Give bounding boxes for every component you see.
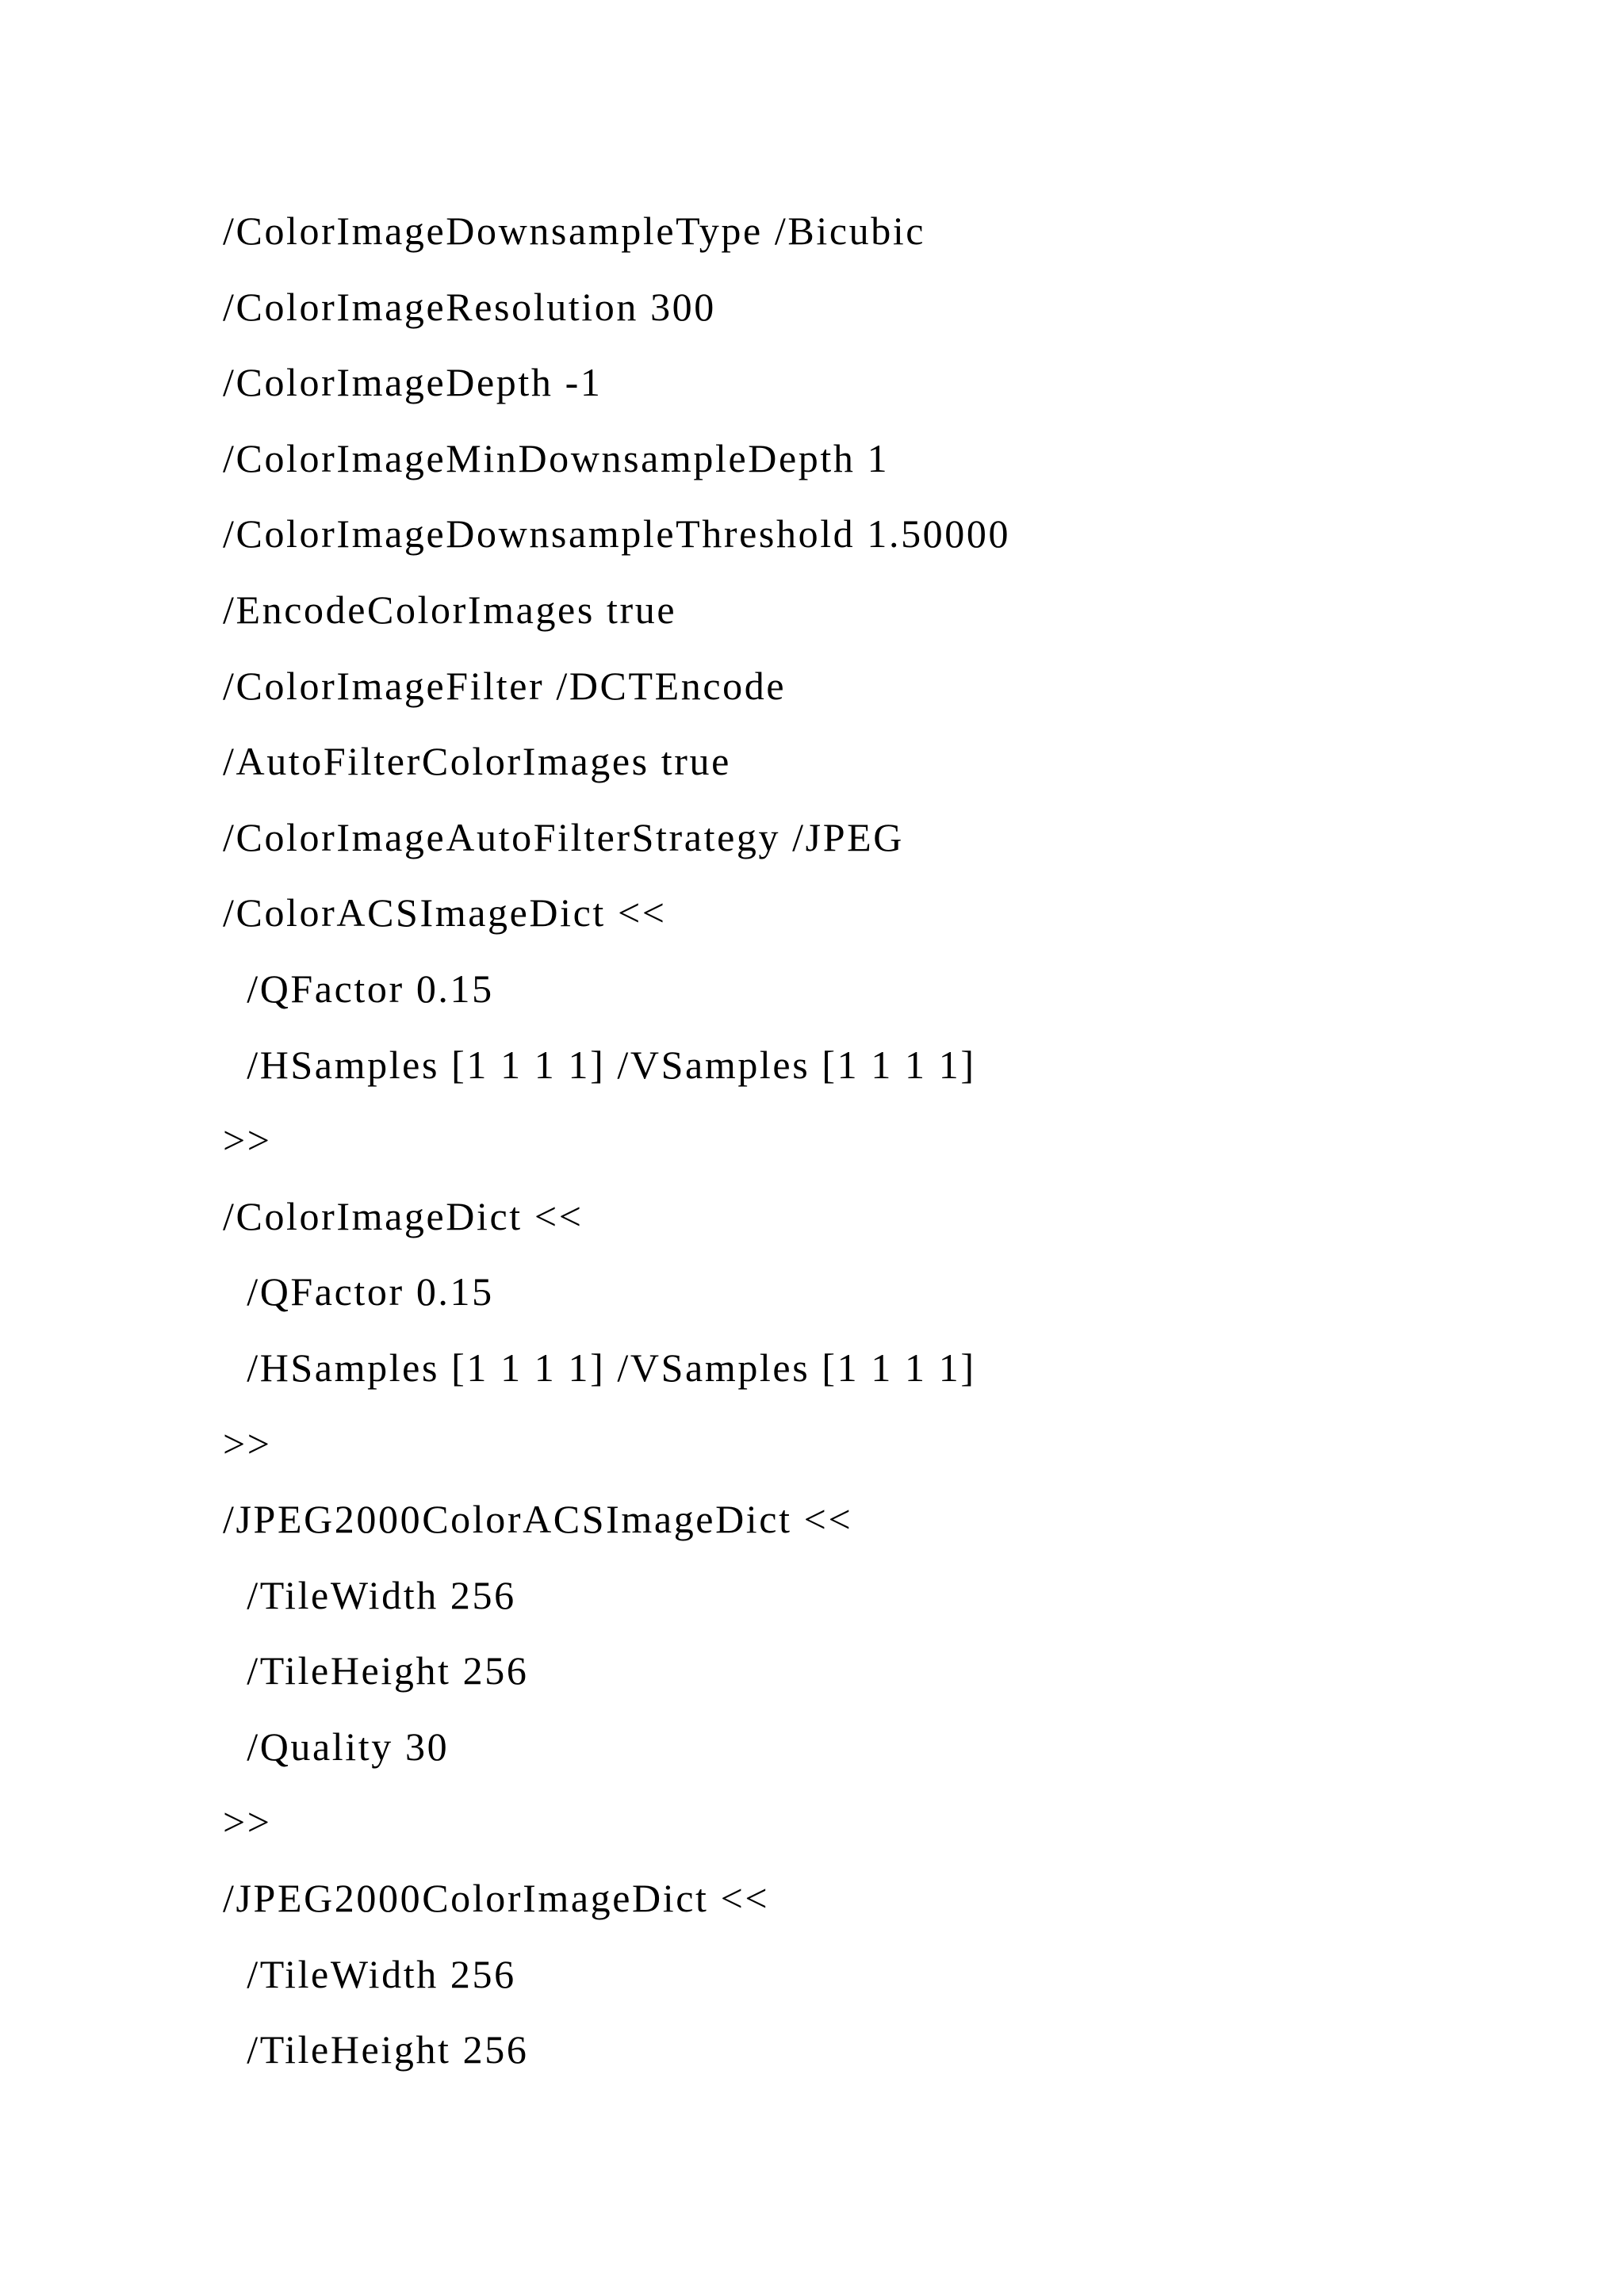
document-line: >>	[223, 1118, 272, 1163]
document-line: /ColorImageDict <<	[223, 1193, 584, 1238]
document-line: /ColorImageDownsampleThreshold 1.50000	[223, 511, 1011, 557]
document-line: /ColorImageMinDownsampleDepth 1	[223, 435, 890, 480]
document-line: >>	[223, 1800, 272, 1845]
document-line: >>	[223, 1421, 272, 1466]
document-text	[223, 193, 1010, 2088]
document-line: /QFactor 0.15	[223, 966, 494, 1011]
document-line: /ColorImageDepth -1	[223, 360, 603, 405]
document-line: /TileWidth 256	[223, 1572, 516, 1617]
document-line: /TileHeight 256	[223, 1648, 529, 1693]
document-line: /ColorImageResolution 300	[223, 284, 716, 329]
document-line: /Quality 30	[223, 1724, 450, 1769]
document-line: /HSamples [1 1 1 1] /VSamples [1 1 1 1]	[223, 1345, 976, 1390]
document-line: /EncodeColorImages true	[223, 587, 677, 632]
document-line: /HSamples [1 1 1 1] /VSamples [1 1 1 1]	[223, 1042, 976, 1087]
document-line: /ColorImageAutoFilterStrategy /JPEG	[223, 814, 904, 859]
document-line: /ColorImageDownsampleType /Bicubic	[223, 209, 926, 253]
document-line: /QFactor 0.15	[223, 1269, 494, 1314]
document-line: /TileHeight 256	[223, 2027, 529, 2072]
document-line: /JPEG2000ColorACSImageDict <<	[223, 1497, 853, 1542]
document-line: /ColorACSImageDict <<	[223, 890, 667, 936]
document-line: /ColorImageFilter /DCTEncode	[223, 663, 787, 708]
document-line: /AutoFilterColorImages true	[223, 739, 731, 784]
document-line: /TileWidth 256	[223, 1951, 516, 1996]
document-line: /JPEG2000ColorImageDict <<	[223, 1876, 770, 1921]
